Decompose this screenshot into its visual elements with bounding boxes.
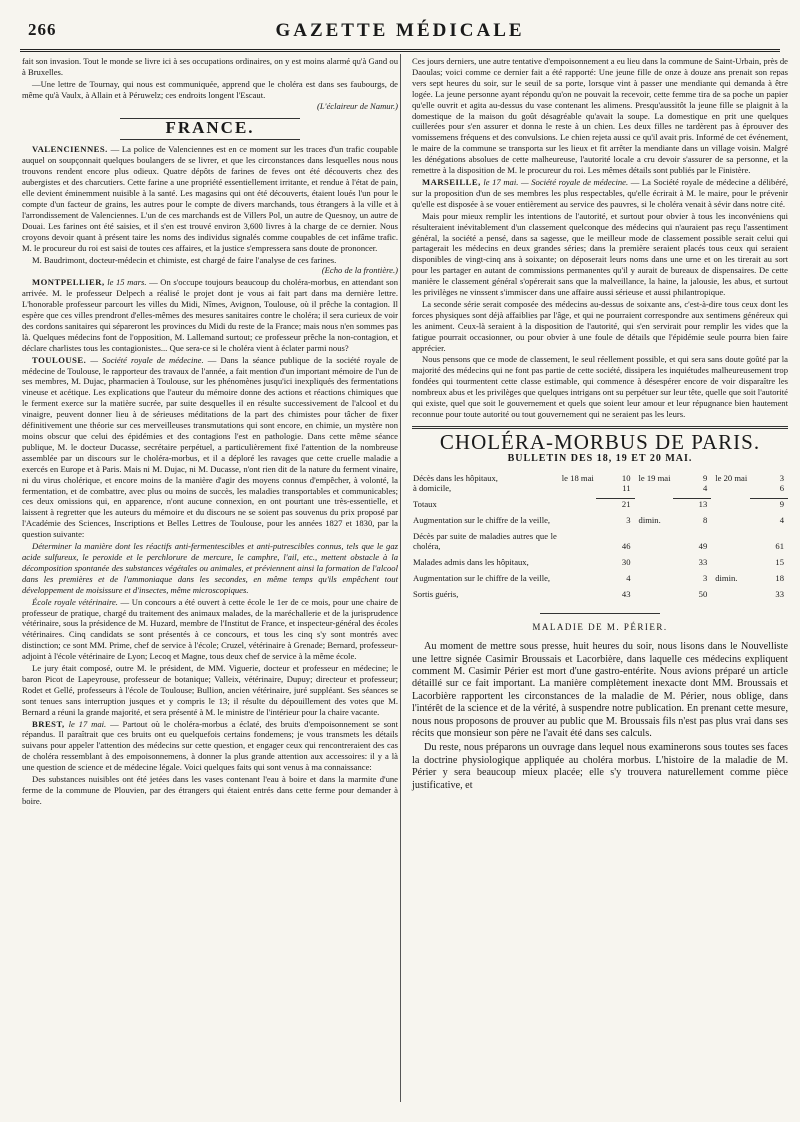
table-cell: 8 (702, 515, 708, 526)
article-toulouse (22, 355, 398, 540)
malady-title: MALADIE DE M. PÉRIER. (532, 622, 668, 633)
page-header (20, 20, 780, 48)
table-cell (558, 515, 596, 525)
table-cell (558, 483, 596, 493)
table-cell: 49 (698, 541, 708, 552)
table-cell (558, 499, 596, 510)
dateline: TOULOUSE. (32, 354, 87, 365)
paragraph (22, 255, 398, 277)
paragraph: Nous pensons que ce mode de classement, le seul réellement possible, et qui sera sans doute goûté par la majorité des médecins qui ne font pas partie de cette société, dissipera les inquiétudes malheureusement trop fondées qui tourmentent cette classe estimable, qui commence à désespérer encore de voir disparaître les nombreux abus et les privilèges que quelques intrigans ont su perpétuer sur leur tête, quelle que soit l'autorité qui existe, quel que soit le gouvernement et quels que soient leur amour et leur répugnance bien hautement reconnue pour toute autorité ou tout gouvernement qui ne seraient pas les leurs. (412, 354, 788, 419)
table-cell: 9 (750, 499, 788, 510)
article-text: — Un concours a été ouvert à cette école le 1er de ce mois, pour une chaire de professeur de pratique, chargé du traitement des animaux malades, de la maréchallerie et de la jurisprudence vétérinaire, sous la présidence de M. Huzard, membre de l'Institut de France, et inspecteur-général des écoles vétérinaires. Cinq candidats se sont présentés à ce concours, et tous les cinq s'y sont montrés avec distinction; ce sont MM. Prime, chef de service à l'école; Cruzel, vétérinaire à Grenade; Bernard, professeur-adjoint à l'école vétérinaire de Lyon; Lecoq et Magne, tous deux chef de service à la même école. (22, 596, 398, 662)
subheading: École royale vétérinaire. (32, 596, 118, 607)
paragraph: La seconde série serait composée des médecins au-dessus de soixante ans, c'est-à-dire tous ceux dont les forces physiques sont déjà affaiblies par l'âge, et qui ne pourraient correspondre aux sentimens généreux qui les animent. Ceux-là seraient à la disposition de l'autorité, qui s'en servirait pour remplir les vides que la fatigue pourrait occasionner, ou pour obvier à une foule de détails que l'épidémie seule pourra bien faire apprécier. (412, 298, 788, 353)
table-cell (635, 573, 673, 583)
article-text: — La police de Valenciennes est en ce moment sur les traces d'un trafic coupable auquel on soupçonnait quelques boulangers de se livrer, et que les circonstances dans lesquelles nous nous trouvons rendent encore plus odieux. Quatre dépôts de farines de feves ont été découverts chez des aubergistes et des charcutiers. Cette farine a une propriété essentiellement irritante, et rendue à l'état de pain, elle devient éminemment nuisible à la santé. Les magasins qui ont été découverts, étaient loués l'un pour le compte d'un facteur de grains, les autres pour le compte de divers marchands, tous étrangers à la ville et à l'arrondissement de Valenciennes. L'un de ces marchands est de Villers Pol, un autre de Quesnoy, un autre de Douai. Les farines ont été saisies, et il s'en est trouvé environ 3,600 livres à la charge de ce dernier. Nous croyons devoir quant à présent taire les noms des individus signalés comme coupables de cet infâme trafic. M. le procureur du roi est saisi de toutes ces affaires, et la justice s'empressera sans doute de prononcer. (22, 144, 398, 253)
section-rule (120, 139, 300, 140)
table-cell: 33 (775, 589, 784, 600)
table-cell: 13 (673, 499, 711, 510)
table-cell: 3 (702, 573, 708, 584)
column-divider (400, 54, 401, 1102)
paragraph: Au moment de mettre sous presse, huit heures du soir, nous lisons dans le Nouvelliste une lettre signée Casimir Broussais et Lacorbière, dans laquelle ces médecins expliquent comment M. Casimir Périer est mort d'une gastro-entérite. Nous avions préparé un article détaillé sur ce fait important. La manière complètement inexacte dont MM. Broussais et Lacorbière rapportent les circonstances de la maladie de M. Périer, nous oblige, dans l'intérêt de la science et de la vérité, à suspendre notre publication. En prenant cette mesure, nous nous proposons de prouver au public que M. Broussais fils n'est pas plus vrai dans ses récits que monsieur son père ne l'avait été dans ses calculs. (412, 641, 788, 739)
table-cell (635, 499, 673, 510)
table-cell (635, 483, 673, 493)
date: le 17 mai. (64, 718, 107, 729)
article-marseille (412, 177, 788, 210)
table-cell (711, 531, 749, 551)
table-cell (558, 557, 596, 567)
table-cell (711, 483, 749, 493)
paragraph: Mais pour mieux remplir les intentions de l'autorité, et surtout pour obvier à tous les inconvéniens qui résulteraient inévitablement d'un classement quelconque des médecins qui n'auraient pas reçu l'assentiment général, la société a pensé, dans sa sagesse, que le meilleur mode de classement possible serait celui qui partagerait les médecins en deux grandes séries; dans la première seraient placés tous ceux qui seraient disponibles de vingt-cinq ans à soixante; on déposerait leurs noms dans une urne et on les tirerait au sort pour les partager en autant de commissions permanentes qu'il y aurait de bureaux de dispensaires. De cette manière le classement général s'opérerait sans que la malveillance, la haine, la jalousie, les abus, et surtout les privilèges ne vinssent s'immiscer dans une affaire aussi sérieuse et aussi philantropique. (412, 210, 788, 298)
table-row (412, 531, 788, 551)
table-cell (711, 557, 749, 567)
table-cell: 3 (626, 515, 631, 526)
table-row (412, 473, 788, 483)
section-heading-france: FRANCE. (165, 117, 255, 137)
article-valenciennes (22, 144, 398, 253)
table-cell: 18 (775, 573, 784, 584)
table-cell: Augmentation sur le chiffre de la veille, (413, 515, 551, 526)
table-cell: 10 (621, 472, 631, 483)
paragraph: Ces jours derniers, une autre tentative d'empoisonnement a eu lieu dans la commune de Saint-Urbain, près de Daoulas; voici comme ce dernier fait a été rapporté: Une jeune fille de onze à douze ans prenait son repas vers sept heures du soir, sur le seuil de sa porte, lorsque vint à passer une mendiante qui demanda à être logée. La jeune personne ayant répondu qu'on ne pouvait la recevoir, cette femme tira de sa poche un papier qu'elle ouvrit et agita au-dessus du vase contenant les alimens. Presqu'aussitôt la jeune fille se plaignit à la domestique de la maison du goût désagréable qu'avait la soupe. La domestique en prit une quelques cuillerées pour s'en assurer et donna le reste à un chien. Les deux filles ne tardèrent pas à éprouver des vomissemens fréquens et des convulsions. Le chien rejeta aussi ce qu'il avait pris. Informé de cet événement, le maire de la commune se transporta sur les lieux et fit arrêter la mendiante dans un village voisin. Malgré les dénégations absolues de cette malheureuse, l'autorité locale a cru devoir s'assurer de sa personne, et la remettre à la disposition de M. le procureur du roi. Les mêmes détails sont publiés par le Finistère. (412, 56, 788, 176)
bulletin-title: BULLETIN DES 18, 19 ET 20 MAI. (507, 452, 693, 464)
table-cell: 21 (596, 499, 634, 510)
table-cell: 15 (775, 557, 784, 568)
article-text: — Partout où le choléra-morbus a éclaté, des bruits d'empoisonnement se sont répandus. Il paraîtrait que ces bruits ont eu quelquefois certains fondemens; je vous transmets les détails suivans pour appeler l'attention des médecins sur cette question, et engager ceux qui rencontreraient des cas de choléra ressemblant à des empoisonnemens, à donner la plus grande attention aux accessoires: il y a là une question de science et de médecine légale. Voici quelques faits qui sont venus à ma connaissance: (22, 718, 398, 773)
header-rule (20, 49, 780, 52)
section-rule (412, 426, 788, 429)
perier-article (412, 641, 788, 792)
source-citation: (L'éclaireur de Namur.) (316, 100, 398, 111)
cholera-section-title: CHOLÉRA-MORBUS DE PARIS. (439, 429, 761, 454)
paragraph: Des substances nuisibles ont été jetées dans les vases contenant l'eau à boire et dans la marmite d'une ferme de la commune de Plouvien, par des étrangers qui étaient entrés dans cette ferme pour demander à boire. (22, 774, 398, 806)
dateline: BREST, (32, 718, 65, 729)
table-cell (558, 531, 596, 551)
table-row (412, 499, 788, 510)
article-montpellier (22, 277, 398, 353)
journal-title: GAZETTE MÉDICALE (275, 20, 525, 41)
table-cell (711, 589, 749, 599)
source-citation: (Echo de la frontière.) (321, 265, 398, 276)
table-cell: le 19 mai (638, 472, 671, 483)
table-cell (558, 589, 596, 599)
article-text: — Dans la séance publique de la société royale de médecine de Toulouse, le rapporteur des travaux de l'année, a fait mention d'un important mémoire de l'un de ses membres, M. Dujac, pharmacien à Toulouse, sur les phénomènes jusqu'ici inexpliqués des fermentations vineuse et acétique. Les explications que l'auteur du mémoire donne des actions et réactions chimiques que le ferment exerce sur la matière sucrée, par suite desquelles il en résulte successivement de l'alcool et du vinaigre, peuvent donner lieu à de sérieuses méditations de la part des chimistes pour tâcher de fixer définitivement une théorie sur ces merveilleuses transmutations qui sont encore, en chimie, un mystère non moins obscur que celui des épidémies et des contagions l'est en pathologie. Dans cette même séance publique, M. le docteur Ducasse, secrétaire perpétuel, a particulièrement fixé l'attention de la nombreuse assemblée par un discours sur le choléra-morbus, et il a déploré les ravages que cette cruelle maladie a exercés en Europe et à Paris. Mais ni M. Dujac, ni M. Ducasse, n'ont rien dit de la nature du ferment vinaire, ni du virus cholérique, et encore moins de la manière d'agir des moyens connus d'empêcher, à volonté, la fermentation, et de combattre, avec plus ou moins de succès, les maladies transportables et communicables; ces deux omissions qui, en apparence, n'ont aucune connexion, en ont pourtant une très-essentielle, et laissent à regretter que les auteurs du mémoire et du discours ne se soient pas souvenus du prix proposé par l'Académie des Sciences, Inscriptions et Belles Lettres de Toulouse, pour les années 1827 et 1830, par la question suivante: (22, 354, 398, 540)
table-cell: Sortis guéris, (413, 589, 459, 600)
paragraph-text: M. Baudrimont, docteur-médecin et chimiste, est chargé de faire l'analyse de ces farines. (32, 254, 337, 265)
table-cell: 9 (702, 472, 708, 483)
table-cell: Décès dans les hôpitaux, (413, 472, 498, 483)
table-cell (635, 531, 673, 551)
subheading: — Société royale de médecine. (86, 354, 204, 365)
bulletin-table (412, 473, 788, 600)
table-row (412, 483, 788, 493)
table-cell: le 20 mai (715, 472, 748, 483)
table-cell: 6 (779, 482, 784, 493)
table-cell: 4 (626, 573, 631, 584)
right-column (412, 56, 788, 794)
article-text: — On s'occupe toujours beaucoup du choléra-morbus, en attendant son arrivée. M. le professeur Delpech a réalisé le projet dont je vous ai fait part dans ma dernière lettre. L'honorable professeur parcourt les villes du Midi, Nîmes, Avignon, Toulouse, où il prêche la contagion. Il espère que ces villes prendront d'elles-mêmes des mesures sanitaires contre le choléra; il sera curieux de voir des cordons sanitaires qui sépareront les provinces du Midi du reste de la France; mais nous n'en sommes pas là. Quelques médecins font de l'opposition, M. Lallemand surtout; ce professeur prêche la non-contagion, et déclare charlistes tous les contagionistes... Que sera-ce si le choléra vient à éclater parmi nous? (22, 277, 398, 353)
table-cell: le 18 mai (561, 472, 594, 483)
paragraph (22, 79, 398, 112)
table-cell: 4 (779, 515, 784, 526)
subheading: — Société royale de médecine. (518, 176, 629, 187)
dateline: VALENCIENNES. (32, 144, 108, 155)
table-cell: 33 (698, 557, 708, 568)
table-cell (711, 499, 749, 510)
left-column (22, 56, 398, 808)
date: le 17 mai. (480, 176, 519, 187)
date: le 15 mars. (104, 277, 147, 288)
table-row (412, 573, 788, 583)
section-rule (540, 613, 660, 614)
table-cell: 46 (621, 541, 631, 552)
table-cell: 11 (622, 482, 631, 493)
table-cell: Totaux (413, 499, 437, 510)
table-cell: à domicile, (413, 482, 452, 493)
paragraph: Le jury était composé, outre M. le président, de MM. Viguerie, docteur et professeur en médecine; le baron Picot de Lapeyrouse, professeur de botanique; Valleix, vétérinaire, Dupuy; directeur et professeur; Rodet et Gellé, professeurs à l'école de Toulouse; Bullion, ancien vétérinaire, juré suppléant. Ses séances se sont tenues sans interruption jusques et y compris le 13; il résulte du dépouillement des votes que M. Bernard a réuni la grande majorité, et sera présenté à M. le ministre de l'intérieur pour la chaire vacante. (22, 663, 398, 717)
table-row (412, 589, 788, 599)
article-ecole (22, 597, 398, 662)
table-row (412, 557, 788, 567)
article-brest (22, 719, 398, 774)
table-cell: 30 (621, 557, 631, 568)
table-cell: 43 (621, 589, 631, 600)
table-cell (711, 515, 749, 525)
table-cell: dimin. (715, 573, 738, 584)
table-cell: 50 (698, 589, 708, 600)
table-cell: 3 (779, 472, 784, 483)
paragraph: Du reste, nous préparons un ouvrage dans lequel nous examinerons sous toutes ses faces la doctrine physiologique appliquée au choléra morbus. L'histoire de la maladie de M. Périer y sera beaucoup mieux placée; elle s'y trouvera naturellement comme pièce justificative, et (412, 742, 788, 791)
table-cell: Décès par suite de maladies autres que le choléra, (413, 531, 557, 552)
prize-question: Déterminer la manière dont les réactifs anti-fermentescibles et anti-putrescibles connus, tels que le gaz acide sulfureux, le peroxide et le perchlorure de mercure, le camphre, l'ail, etc., mettent obstacle à la décomposition spontanée des substances végétales ou animales, et préviennent ainsi la formation de l'alcool dans les premières et de l'ammoniaque dans les secondes, en même temps qu'ils empêchent tout développement de moisissure et d'insectes, même microscopiques. (22, 541, 398, 595)
table-row (412, 515, 788, 525)
table-cell: dimin. (638, 515, 661, 526)
dateline: MARSEILLE, (422, 176, 481, 187)
table-cell: Malades admis dans les hôpitaux, (413, 557, 529, 568)
table-cell (558, 573, 596, 583)
article-text: — La Société royale de médecine a délibéré, sur la proposition d'un de ses membres les plus respectables, qu'elle écrirait à M. le maire, pour le prévenir qu'elle est disposée à se vouer entièrement au service des pauvres, si le choléra venait à sévir dans notre cité. (412, 176, 788, 209)
table-cell: 4 (702, 482, 708, 493)
dateline: MONTPELLIER, (32, 277, 105, 288)
table-cell (635, 557, 673, 567)
paragraph-text: —Une lettre de Tournay, qui nous est communiquée, apprend que le choléra est dans ses faubourgs, de même qu'à Vaulx, à Allain et à Péruwelz; ces endroits longent l'Escaut. (22, 78, 398, 100)
table-cell: 61 (775, 541, 784, 552)
table-cell (635, 589, 673, 599)
page-number: 266 (28, 20, 57, 39)
table-cell: Augmentation sur le chiffre de la veille, (413, 573, 551, 584)
paragraph: fait son invasion. Tout le monde se livre ici à ses occupations ordinaires, on y est moins alarmé qu'à Gand ou à Bruxelles. (22, 56, 398, 77)
